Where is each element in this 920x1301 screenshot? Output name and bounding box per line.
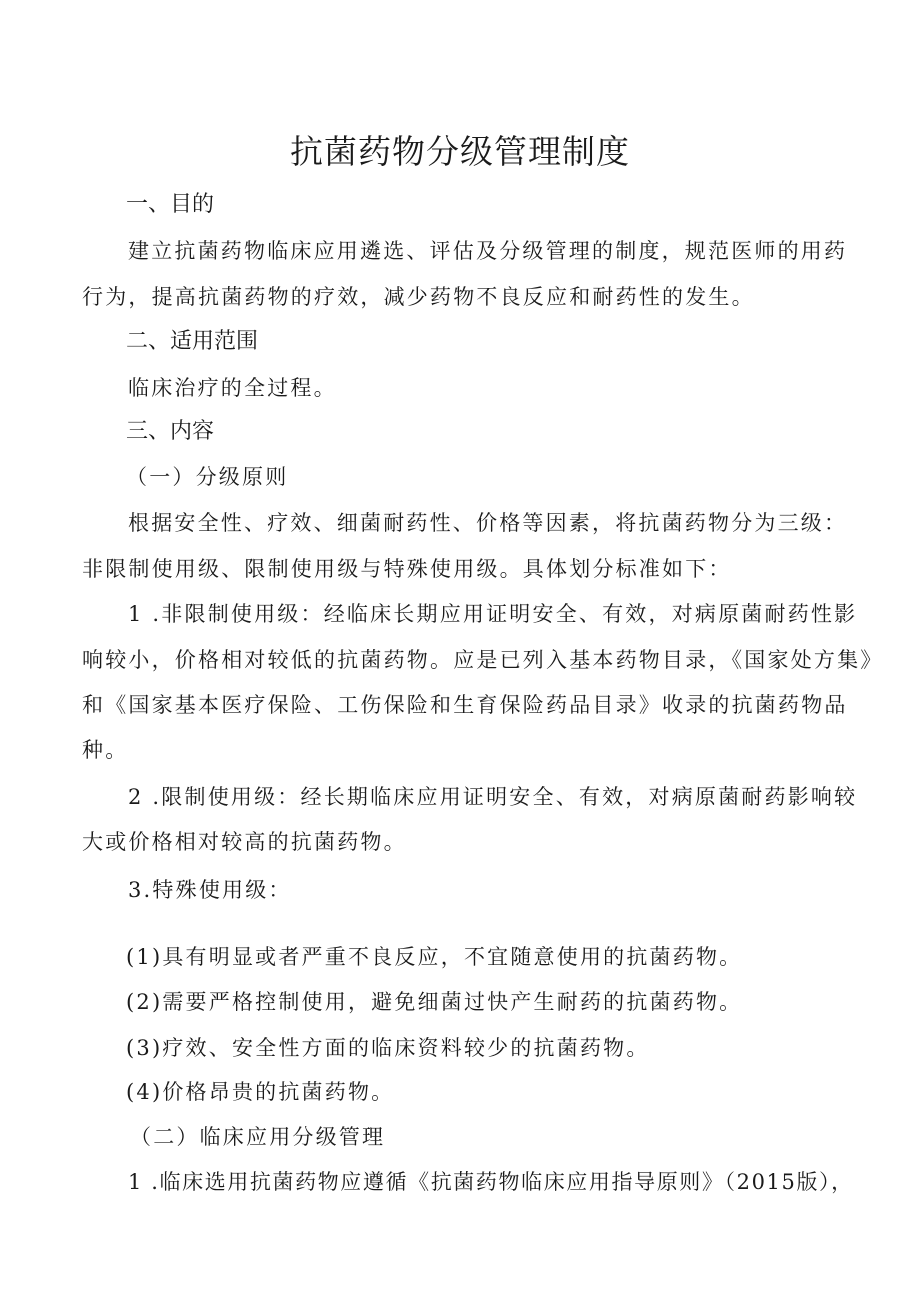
paragraph-line: 响较小，价格相对较低的抗菌药物。应是已列入基本药物目录，《国家处方集》: [82, 648, 884, 672]
special-point: (3)疗效、安全性方面的临床资料较少的抗菌药物。: [126, 1036, 650, 1060]
paragraph-line: 大或价格相对较高的抗菌药物。: [82, 830, 407, 854]
paragraph-line: 非限制使用级、限制使用级与特殊使用级。具体划分标准如下：: [82, 557, 732, 581]
special-point: (2)需要严格控制使用，避免细菌过快产生耐药的抗菌药物。: [126, 990, 743, 1014]
paragraph-line: 建立抗菌药物临床应用遴选、评估及分级管理的制度，规范医师的用药: [128, 239, 848, 263]
paragraph-line: 根据安全性、疗效、细菌耐药性、价格等因素，将抗菌药物分为三级：: [128, 511, 848, 535]
list-item-restricted: 2 .限制使用级：经长期临床应用证明安全、有效，对病原菌耐药影响较: [128, 785, 858, 809]
paragraph-line: 和《国家基本医疗保险、工伤保险和生育保险药品目录》收录的抗菌药物品: [82, 693, 848, 717]
document-title: 抗菌药物分级管理制度: [290, 132, 630, 171]
section-heading-scope: 二、适用范围: [126, 329, 259, 354]
paragraph-line: 行为，提高抗菌药物的疗效，减少药物不良反应和耐药性的发生。: [82, 285, 755, 309]
paragraph-line: 1 .临床选用抗菌药物应遵循《抗菌药物临床应用指导原则》（2015版），: [128, 1170, 854, 1194]
special-point: (1)具有明显或者严重不良反应，不宜随意使用的抗菌药物。: [126, 945, 743, 969]
section-heading-content: 三、内容: [126, 419, 215, 444]
paragraph-line: 临床治疗的全过程。: [128, 376, 337, 400]
subsection-heading-grading-principle: （一）分级原则: [126, 465, 289, 489]
section-heading-purpose: 一、目的: [126, 192, 215, 217]
special-point: (4)价格昂贵的抗菌药物。: [126, 1080, 395, 1104]
list-item-special: 3.特殊使用级：: [128, 878, 292, 902]
subsection-heading-clinical-management: （二）临床应用分级管理: [130, 1125, 386, 1149]
list-item-unrestricted: 1 .非限制使用级：经临床长期应用证明安全、有效，对病原菌耐药性影: [128, 602, 858, 626]
paragraph-line: 种。: [82, 738, 129, 762]
